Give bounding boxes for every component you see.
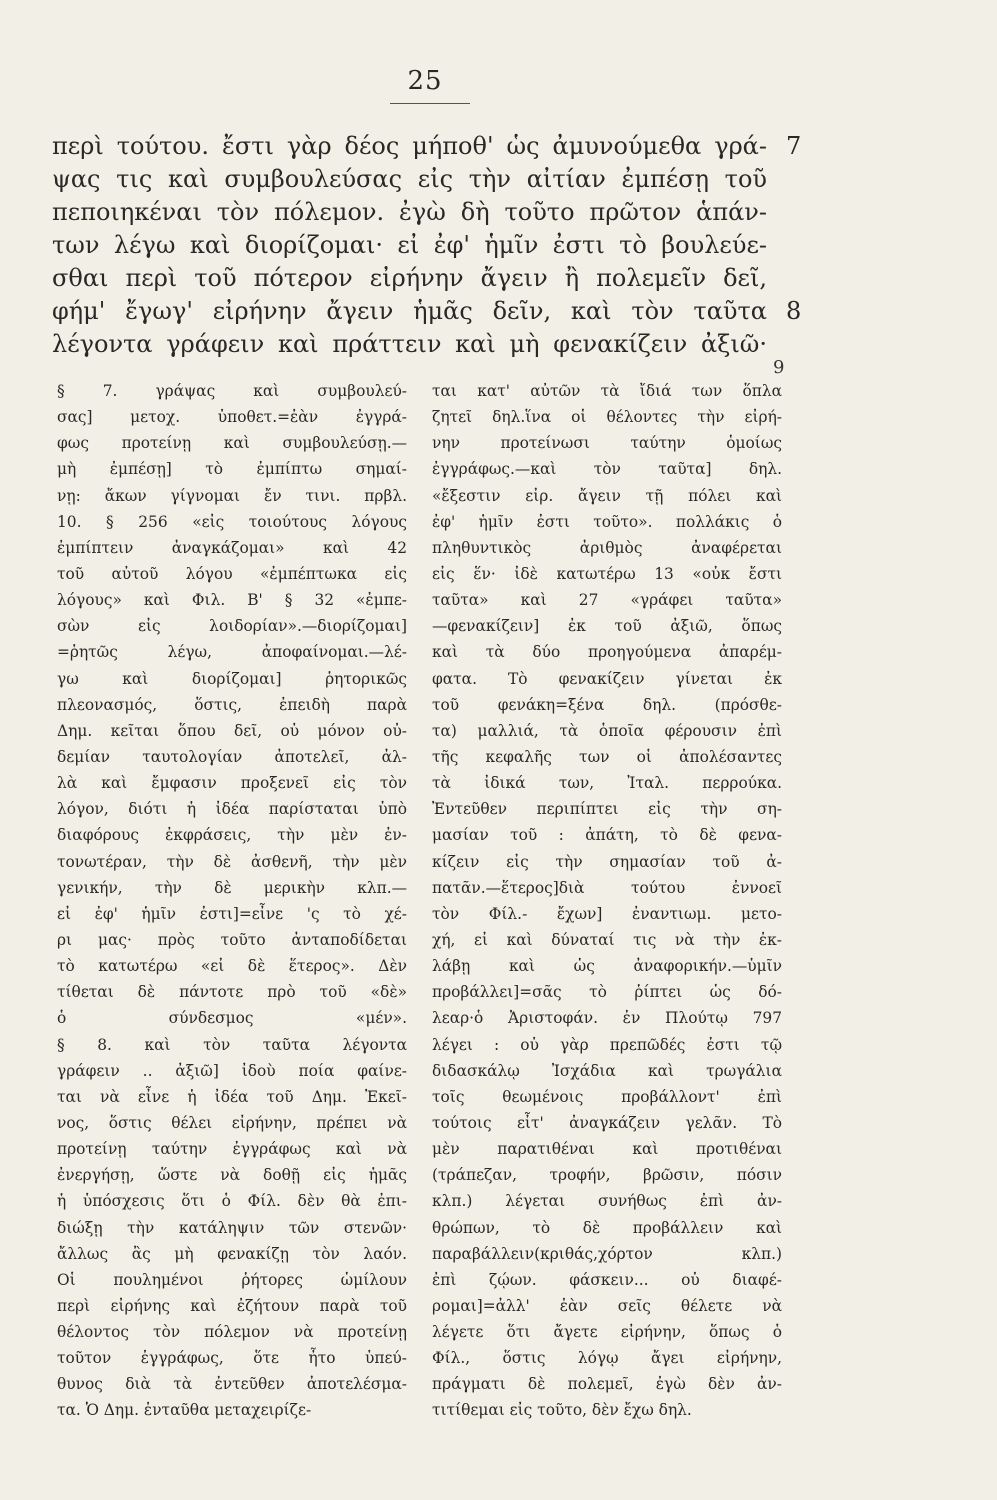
note-line: καὶ τὰ δύο προηγούμενα ἀπαρέμ- [432, 643, 782, 662]
note-line: τονωτέραν, τὴν δὲ ἀσθενῆ, τὴν μὲν [57, 852, 407, 871]
note-line: λέγετε ὅτι ἄγετε εἰρήνην, ὅπως ὁ [432, 1323, 782, 1342]
note-line: ἐνεργήσῃ, ὥστε νὰ δοθῇ εἰς ἡμᾶς [57, 1166, 407, 1185]
note-line: κίζειν εἰς τὴν σημασίαν τοῦ ἀ- [432, 852, 782, 871]
note-line: § 7. γράψας καὶ συμβουλεύ- [57, 382, 407, 400]
note-line: τα) μαλλιά, τὰ ὁποῖα φέρουσιν ἐπὶ [432, 721, 782, 740]
note-line: ἄλλως ἂς μὴ φενακίζῃ τὸν λαόν. [57, 1244, 407, 1263]
note-line: θυνος διὰ τὰ ἐντεῦθεν ἀποτελέσμα- [57, 1375, 407, 1394]
page-number-rule [390, 103, 470, 104]
stray-mark: 9 [773, 357, 785, 378]
note-line: γράφειν .. ἀξιῶ] ἰδοὺ ποία φαίνε- [57, 1061, 407, 1080]
note-line: ρομαι]=ἀλλ' ἐὰν σεῖς θέλετε νὰ [432, 1296, 782, 1315]
note-line: τούτοις εἶτ' ἀναγκάζειν γελᾶν. Τὸ [432, 1113, 782, 1132]
note-line: ἐμπίπτειν ἀναγκάζομαι» καὶ 42 [57, 538, 407, 557]
note-line: ζητεῖ δηλ.ἵνα οἱ θέλοντες τὴν εἰρή- [432, 408, 782, 427]
note-line: σὼν εἰς λοιδορίαν».—διορίζομαι] [57, 617, 407, 636]
note-line: τίθεται δὲ πάντοτε πρὸ τοῦ «δὲ» [57, 983, 407, 1002]
note-line: θέλοντος τὸν πόλεμον νὰ προτείνῃ [57, 1323, 407, 1342]
note-line: τιτίθεμαι εἰς τοῦτο, δὲν ἔχω δηλ. [432, 1401, 692, 1420]
note-line: ταῦτα» καὶ 27 «γράφει ταῦτα» [432, 591, 782, 610]
note-line: νην προτείνωσι ταύτην ὁμοίως [432, 434, 782, 453]
main-text-line: περὶ τούτου. ἔστι γὰρ δέος μήποθ' ὡς ἀμυνούμεθα γρά- [52, 132, 767, 160]
main-text-line: των λέγω καὶ διορίζομαι· εἰ ἐφ' ἡμῖν ἐστι τὸ βουλεύε- [52, 231, 767, 259]
note-line: πλεονασμός, ὅστις, ἐπειδὴ παρὰ [57, 695, 407, 714]
note-line: τα. Ὁ Δημ. ἐνταῦθα μεταχειρίζε- [57, 1401, 312, 1420]
note-line: Δημ. κεῖται ὅπου δεῖ, οὐ μόνον οὐ- [57, 721, 407, 740]
notes-left-column [57, 378, 407, 1424]
note-line: (τράπεζαν, τροφήν, βρῶσιν, πόσιν [432, 1166, 782, 1185]
main-text-line: λέγοντα γράφειν καὶ πράττειν καὶ μὴ φενακίζειν ἀξιῶ· [52, 330, 767, 358]
note-line: ται κατ' αὐτῶν τὰ ἴδιά των ὅπλα [432, 382, 782, 400]
main-text-line: φήμ' ἔγωγ' εἰρήνην ἄγειν ἡμᾶς δεῖν, καὶ τὸν ταῦτα [52, 297, 767, 325]
note-line: γενικήν, τὴν δὲ μερικὴν κλπ.— [57, 878, 407, 897]
note-line: νῃ: ἄκων γίγνομαι ἔν τινι. πρβλ. [57, 486, 407, 505]
note-line: νος, ὅστις θέλει εἰρήνην, πρέπει νὰ [57, 1113, 407, 1132]
note-line: λόγον, διότι ἡ ἰδέα παρίσταται ὑπὸ [57, 800, 407, 819]
note-line: τοῦ αὐτοῦ λόγου «ἐμπέπτωκα εἰς [57, 564, 407, 583]
note-line: «ἔξεστιν εἰρ. ἄγειν τῇ πόλει καὶ [432, 486, 782, 505]
note-line: Φίλ., ὅστις λόγῳ ἄγει εἰρήνην, [432, 1349, 782, 1368]
note-line: προβάλλει]=σᾶς τὸ ῥίπτει ὡς δό- [432, 983, 782, 1002]
note-line: λεαρ·ὁ Ἀριστοφάν. ἐν Πλούτῳ 797 [432, 1009, 782, 1028]
note-line: λέγει : οὐ γὰρ πρεπῶδές ἐστι τῷ [432, 1035, 782, 1054]
notes-right-column [432, 378, 782, 1424]
note-line: τῆς κεφαλῆς των οἱ ἀπολέσαντες [432, 747, 782, 766]
note-line: λάβῃ καὶ ὡς ἀναφορικήν.—ὑμῖν [432, 957, 782, 976]
note-line: πατᾶν.—ἕτερος]διὰ τούτου ἐννοεῖ [432, 878, 782, 897]
note-line: τὸ κατωτέρω «εἰ δὲ ἕτερος». Δὲν [57, 957, 407, 976]
note-line: δεμίαν ταυτολογίαν ἀποτελεῖ, ἀλ- [57, 747, 407, 766]
note-line: —φενακίζειν] ἐκ τοῦ ἀξιῶ, ὅπως [432, 617, 782, 636]
note-line: διώξῃ τὴν κατάληψιν τῶν στενῶν· [57, 1218, 407, 1237]
note-line: μασίαν τοῦ : ἀπάτη, τὸ δὲ φενα- [432, 826, 782, 845]
note-line: διαφόρους ἐκφράσεις, τὴν μὲν ἐν- [57, 826, 407, 845]
note-line: μὴ ἐμπέσῃ] τὸ ἐμπίπτω σημαί- [57, 460, 407, 479]
main-text-line: ψας τις καὶ συμβουλεύσας εἰς τὴν αἰτίαν ἐμπέσῃ τοῦ [52, 165, 767, 193]
note-line: λὰ καὶ ἔμφασιν προξενεῖ εἰς τὸν [57, 774, 407, 793]
note-line: τοῦ φενάκη=ξένα δηλ. (πρόσθε- [432, 695, 782, 714]
note-line: ὁ σύνδεσμος «μέν». [57, 1009, 407, 1028]
note-line: περὶ εἰρήνης καὶ ἐζήτουν παρὰ τοῦ [57, 1296, 407, 1315]
margin-number-8: 8 [786, 297, 802, 325]
main-text-line: σθαι περὶ τοῦ πότερον εἰρήνην ἄγειν ἢ πολεμεῖν δεῖ, [52, 264, 767, 292]
note-line: σας] μετοχ. ὑποθετ.=ἐὰν ἐγγρά- [57, 408, 407, 427]
note-line: τὸν Φίλ.- ἔχων] ἐναντιωμ. μετο- [432, 904, 782, 923]
note-line: Ἐντεῦθεν περιπίπτει εἰς τὴν ση- [432, 800, 782, 819]
note-line: γω καὶ διορίζομαι] ῥητορικῶς [57, 669, 407, 688]
note-line: =ῥητῶς λέγω, ἀποφαίνομαι.—λέ- [57, 643, 407, 662]
note-line: πληθυντικὸς ἀριθμὸς ἀναφέρεται [432, 538, 782, 557]
note-line: παραβάλλειν(κριθάς,χόρτον κλπ.) [432, 1244, 782, 1263]
note-line: μὲν παρατιθέναι καὶ προτιθέναι [432, 1140, 782, 1159]
note-line: φατα. Τὸ φενακίζειν γίνεται ἐκ [432, 669, 782, 688]
margin-number-7: 7 [786, 132, 802, 160]
note-line: χή, εἰ καὶ δύναταί τις νὰ τὴν ἐκ- [432, 930, 782, 949]
note-line: λόγους» καὶ Φιλ. Β' § 32 «ἐμπε- [57, 591, 407, 610]
note-line: φως προτείνῃ καὶ συμβουλεύσῃ.— [57, 434, 407, 453]
note-line: πράγματι δὲ πολεμεῖ, ἐγὼ δὲν ἀν- [432, 1375, 782, 1394]
note-line: ἐγγράφως.—καὶ τὸν ταῦτα] δηλ. [432, 460, 782, 479]
note-line: ρι μας· πρὸς τοῦτο ἀνταποδίδεται [57, 930, 407, 949]
note-line: τοῦτον ἐγγράφως, ὅτε ἦτο ὑπεύ- [57, 1349, 407, 1368]
note-line: § 8. καὶ τὸν ταῦτα λέγοντα [57, 1035, 407, 1054]
note-line: θρώπων, τὸ δὲ προβάλλειν καὶ [432, 1218, 782, 1237]
note-line: Οἱ πουλημένοι ῥήτορες ὡμίλουν [57, 1270, 407, 1289]
note-line: ἐπὶ ζῴων. φάσκειν... οὐ διαφέ- [432, 1270, 782, 1289]
page-number: 25 [407, 66, 443, 96]
note-line: διδασκάλῳ Ἰσχάδια καὶ τρωγάλια [432, 1061, 782, 1080]
main-text-line: πεποιηκέναι τὸν πόλεμον. ἐγὼ δὴ τοῦτο πρῶτον ἁπάν- [52, 198, 767, 226]
note-line: τὰ ἰδικά των, Ἰταλ. περρούκα. [432, 774, 782, 793]
note-line: προτείνῃ ταύτην ἐγγράφως καὶ νὰ [57, 1140, 407, 1159]
note-line: ἡ ὑπόσχεσις ὅτι ὁ Φίλ. δὲν θὰ ἐπι- [57, 1192, 407, 1211]
note-line: εἰ ἐφ' ἡμῖν ἐστι]=εἶνε 'ς τὸ χέ- [57, 904, 407, 923]
note-line: κλπ.) λέγεται συνήθως ἐπὶ ἀν- [432, 1192, 782, 1211]
note-line: 10. § 256 «εἰς τοιούτους λόγους [57, 512, 407, 531]
note-line: ἐφ' ἡμῖν ἐστι τοῦτο». πολλάκις ὁ [432, 512, 782, 531]
note-line: ται νὰ εἶνε ἡ ἰδέα τοῦ Δημ. Ἐκεῖ- [57, 1087, 407, 1106]
main-text-block [52, 130, 767, 361]
note-line: εἰς ἕν· ἰδὲ κατωτέρω 13 «οὐκ ἔστι [432, 564, 782, 583]
note-line: τοῖς θεωμένοις προβάλλοντ' ἐπὶ [432, 1087, 782, 1106]
